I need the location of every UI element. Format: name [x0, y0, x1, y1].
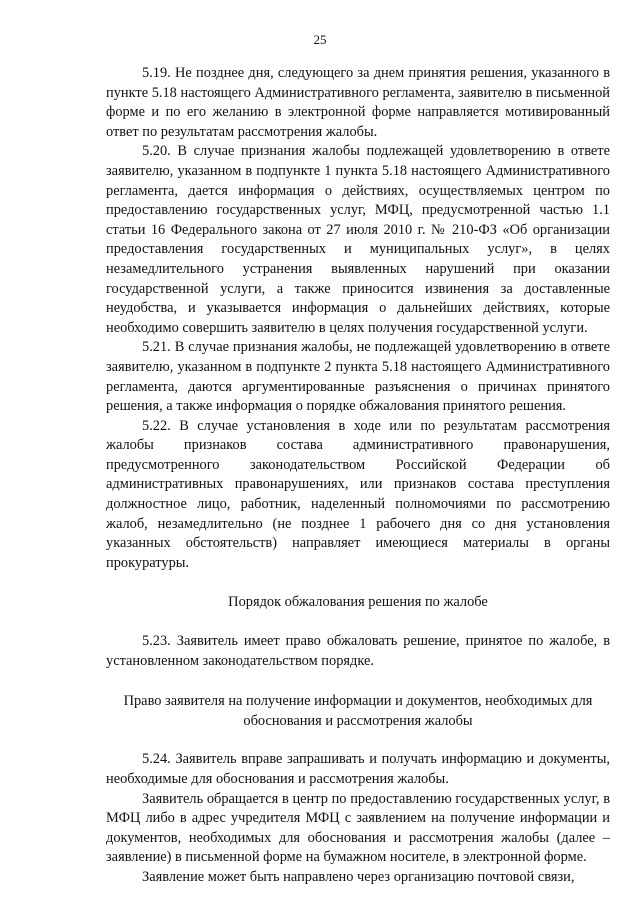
paragraph-5-19: 5.19. Не позднее дня, следующего за днем принятия решения, указанного в пункте 5.18 настоящего Административного регламента, заявителю в письменной форме и по его желанию в электронной форме направляется мотивированный ответ по результатам рассмотрения жалобы. [106, 65, 610, 140]
page-body [106, 64, 610, 888]
paragraph-5-21: 5.21. В случае признания жалобы, не подлежащей удовлетворению в ответе заявителю, указанном в подпункте 2 пункта 5.18 настоящего Административного регламента, даются аргументированные разъяснения о причинах принятого решения, а также информация о порядке обжалования принятого решения. [106, 339, 610, 415]
section-heading-line-1: Право заявителя на получение информации и документов, необходимых для [123, 693, 593, 710]
paragraph-5-24: 5.24. Заявитель вправе запрашивать и получать информацию и документы, необходимые для обоснования и рассмотрения жалобы. [106, 751, 610, 787]
paragraph-5-23: 5.23. Заявитель имеет право обжаловать решение, принятое по жалобе, в установленном законодательством порядке. [106, 633, 610, 669]
page-number: 25 [313, 32, 327, 47]
paragraph-applicant-request: Заявитель обращается в центр по предоставлению государственных услуг, в МФЦ либо в адрес учредителя МФЦ с заявлением на получение информации и документов, необходимых для обоснования и рассмотрения жалобы (далее – заявление) в письменной форме на бумажном носителе, в электронной форме. [106, 790, 610, 866]
paragraph-5-20: 5.20. В случае признания жалобы подлежащей удовлетворению в ответе заявителю, указанном в подпункте 1 пункта 5.18 настоящего Административного регламента, дается информация о действиях, осуществляемых центром по предоставлению государственных услуг, МФЦ, предусмотренной частью 1.1 статьи 16 Федерального закона от 27 июля 2010 г. № 210-ФЗ «Об организации предоставления государственных и муниципальных услуг», в целях незамедлительного устранения выявленных нарушений при оказании государственной услуги, а также приносится извинения за доставленные неудобства, и указывается информация о дальнейших действиях, которые необходимо совершить заявителю в целях получения государственной услуги. [106, 143, 610, 336]
section-heading-line-2: обоснования и рассмотрения жалобы [243, 712, 473, 729]
paragraph-5-22: 5.22. В случае установления в ходе или по результатам рассмотрения жалобы признаков состава административного правонарушения, предусмотренного законодательством Российской Федерации об административных правонарушениях, или признаков состава преступления должностное лицо, работник, наделенный полномочиями по рассмотрению жалоб, незамедлительно (не позднее 1 рабочего дня со дня установления указанных обстоятельств) направляет имеющиеся материалы в органы прокуратуры. [106, 417, 610, 571]
section-heading-appeal-procedure: Порядок обжалования решения по жалобе [228, 594, 488, 611]
section-heading-right-to-information [106, 692, 610, 731]
paragraph-postal-submission: Заявление может быть направлено через организацию почтовой связи, [142, 868, 575, 885]
